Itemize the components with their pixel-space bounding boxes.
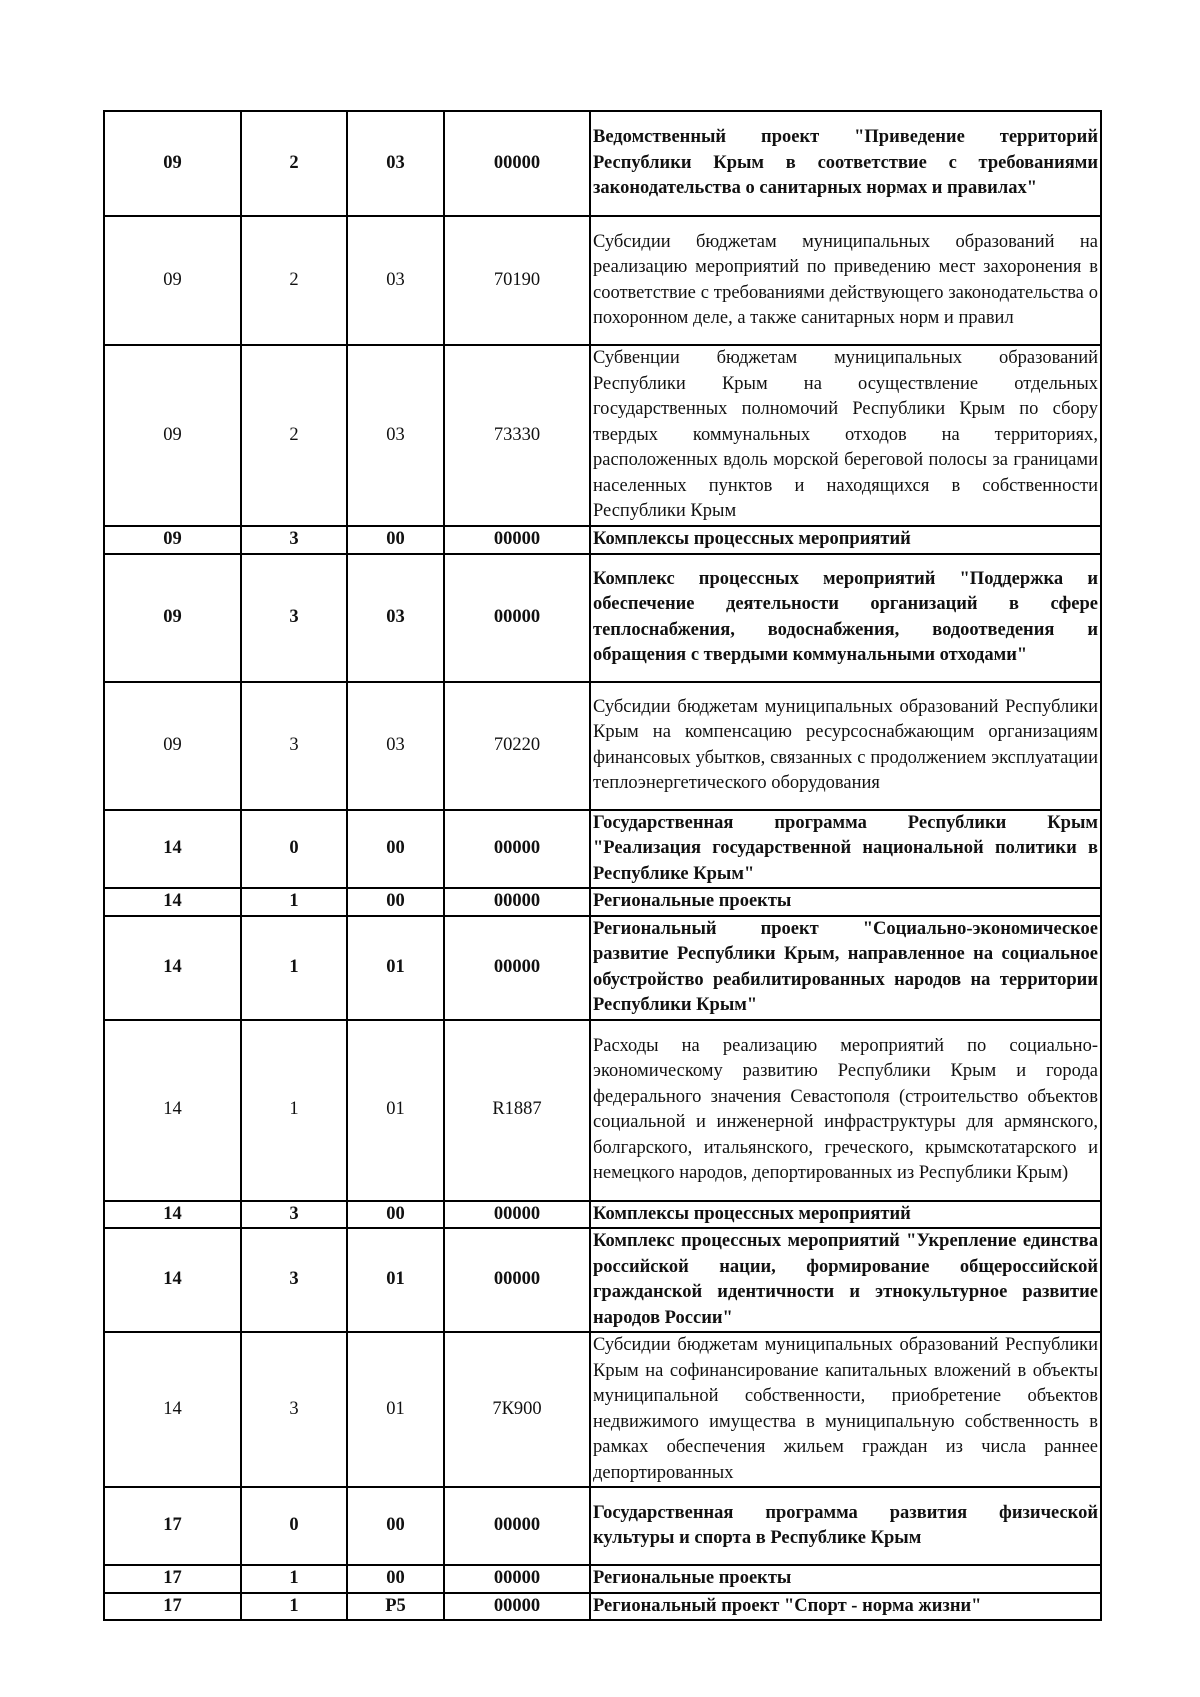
event-code-cell: 00 [347, 526, 444, 554]
table-row [104, 216, 1101, 345]
direction-code-cell: 00000 [444, 1565, 590, 1593]
event-code-cell: 00 [347, 888, 444, 916]
subprogram-code-cell: 2 [241, 216, 347, 345]
program-code-cell: 14 [104, 1201, 241, 1229]
program-code-cell: 09 [104, 526, 241, 554]
table-row [104, 345, 1101, 526]
table-row [104, 1020, 1101, 1201]
direction-code-cell: 00000 [444, 1201, 590, 1229]
description-cell: Комплекс процессных мероприятий "Укрепление единства российской нации, формирование общероссийской гражданской идентичности и этнокультурное развитие народов России" [590, 1228, 1101, 1332]
table-row [104, 888, 1101, 916]
description-cell: Региональный проект "Социально-экономическое развитие Республики Крым, направленное на социальное обустройство реабилитированных народов на территории Республики Крым" [590, 916, 1101, 1020]
event-code-cell: 00 [347, 1487, 444, 1565]
direction-code-cell: 00000 [444, 1487, 590, 1565]
direction-code-cell: 7К900 [444, 1332, 590, 1487]
subprogram-code-cell: 1 [241, 1593, 347, 1621]
description-cell: Расходы на реализацию мероприятий по социально-экономическому развитию Республики Крым и города федерального значения Севастополя (строительство объектов социальной и инженерной инфраструктуры для армянского, болгарского, итальянского, греческого, крымскотатарского и немецкого народов, депортированных из Республики Крым) [590, 1020, 1101, 1201]
event-code-cell: 00 [347, 1565, 444, 1593]
subprogram-code-cell: 1 [241, 1565, 347, 1593]
program-code-cell: 14 [104, 916, 241, 1020]
description-cell: Комплексы процессных мероприятий [590, 1201, 1101, 1229]
description-cell: Государственная программа Республики Крым "Реализация государственной национальной политики в Республике Крым" [590, 810, 1101, 889]
description-cell: Государственная программа развития физической культуры и спорта в Республике Крым [590, 1487, 1101, 1565]
program-code-cell: 14 [104, 1020, 241, 1201]
subprogram-code-cell: 3 [241, 1332, 347, 1487]
table-row [104, 1593, 1101, 1621]
program-code-cell: 17 [104, 1487, 241, 1565]
direction-code-cell: 00000 [444, 111, 590, 216]
program-code-cell: 09 [104, 682, 241, 810]
subprogram-code-cell: 1 [241, 888, 347, 916]
direction-code-cell: 00000 [444, 554, 590, 682]
table-row [104, 111, 1101, 216]
description-cell: Субсидии бюджетам муниципальных образований Республики Крым на софинансирование капитальных вложений в объекты муниципальной собственности, приобретение объектов недвижимого имущества в муниципальную собственность в рамках обеспечения жильем граждан из числа раннее депортированных [590, 1332, 1101, 1487]
subprogram-code-cell: 0 [241, 810, 347, 889]
subprogram-code-cell: 3 [241, 554, 347, 682]
direction-code-cell: 00000 [444, 526, 590, 554]
direction-code-cell: 70190 [444, 216, 590, 345]
event-code-cell: 03 [347, 111, 444, 216]
event-code-cell: 03 [347, 554, 444, 682]
table-row [104, 1228, 1101, 1332]
program-code-cell: 09 [104, 216, 241, 345]
direction-code-cell: 00000 [444, 1593, 590, 1621]
program-code-cell: 09 [104, 554, 241, 682]
description-cell: Субсидии бюджетам муниципальных образований на реализацию мероприятий по приведению мест захоронения в соответствие с требованиями действующего законодательства о похоронном деле, а также санитарных норм и правил [590, 216, 1101, 345]
event-code-cell: 00 [347, 1201, 444, 1229]
program-code-cell: 14 [104, 1332, 241, 1487]
direction-code-cell: 00000 [444, 916, 590, 1020]
direction-code-cell: 00000 [444, 888, 590, 916]
description-cell: Субсидии бюджетам муниципальных образований Республики Крым на компенсацию ресурсоснабжающим организациям финансовых убытков, связанных с продолжением эксплуатации теплоэнергетического оборудования [590, 682, 1101, 810]
subprogram-code-cell: 3 [241, 682, 347, 810]
event-code-cell: 00 [347, 810, 444, 889]
direction-code-cell: 70220 [444, 682, 590, 810]
description-cell: Региональные проекты [590, 1565, 1101, 1593]
program-code-cell: 09 [104, 111, 241, 216]
program-code-cell: 14 [104, 810, 241, 889]
event-code-cell: 03 [347, 216, 444, 345]
description-cell: Ведомственный проект "Приведение территорий Республики Крым в соответствие с требованиями законодательства о санитарных нормах и правилах" [590, 111, 1101, 216]
table-row [104, 810, 1101, 889]
event-code-cell: 03 [347, 682, 444, 810]
description-cell: Комплексы процессных мероприятий [590, 526, 1101, 554]
description-cell: Региональный проект "Спорт - норма жизни" [590, 1593, 1101, 1621]
event-code-cell: 03 [347, 345, 444, 526]
table-row [104, 1332, 1101, 1487]
event-code-cell: 01 [347, 1228, 444, 1332]
program-code-cell: 17 [104, 1593, 241, 1621]
table-row [104, 526, 1101, 554]
event-code-cell: 01 [347, 1332, 444, 1487]
program-code-cell: 09 [104, 345, 241, 526]
table-row [104, 1201, 1101, 1229]
direction-code-cell: 73330 [444, 345, 590, 526]
program-code-cell: 14 [104, 888, 241, 916]
table-row [104, 682, 1101, 810]
table-row [104, 1565, 1101, 1593]
subprogram-code-cell: 2 [241, 111, 347, 216]
event-code-cell: 01 [347, 1020, 444, 1201]
budget-classification-table [103, 110, 1102, 1621]
direction-code-cell: 00000 [444, 1228, 590, 1332]
subprogram-code-cell: 1 [241, 1020, 347, 1201]
subprogram-code-cell: 3 [241, 526, 347, 554]
direction-code-cell: 00000 [444, 810, 590, 889]
event-code-cell: Р5 [347, 1593, 444, 1621]
subprogram-code-cell: 3 [241, 1228, 347, 1332]
subprogram-code-cell: 1 [241, 916, 347, 1020]
description-cell: Субвенции бюджетам муниципальных образований Республики Крым на осуществление отдельных государственных полномочий Республики Крым по сбору твердых коммунальных отходов на территориях, расположенных вдоль морской береговой полосы за границами населенных пунктов и находящихся в собственности Республики Крым [590, 345, 1101, 526]
direction-code-cell: R1887 [444, 1020, 590, 1201]
table-row [104, 916, 1101, 1020]
description-cell: Региональные проекты [590, 888, 1101, 916]
table-row [104, 1487, 1101, 1565]
event-code-cell: 01 [347, 916, 444, 1020]
description-cell: Комплекс процессных мероприятий "Поддержка и обеспечение деятельности организаций в сфере теплоснабжения, водоснабжения, водоотведения и обращения с твердыми коммунальными отходами" [590, 554, 1101, 682]
subprogram-code-cell: 0 [241, 1487, 347, 1565]
program-code-cell: 17 [104, 1565, 241, 1593]
subprogram-code-cell: 3 [241, 1201, 347, 1229]
subprogram-code-cell: 2 [241, 345, 347, 526]
program-code-cell: 14 [104, 1228, 241, 1332]
table-row [104, 554, 1101, 682]
